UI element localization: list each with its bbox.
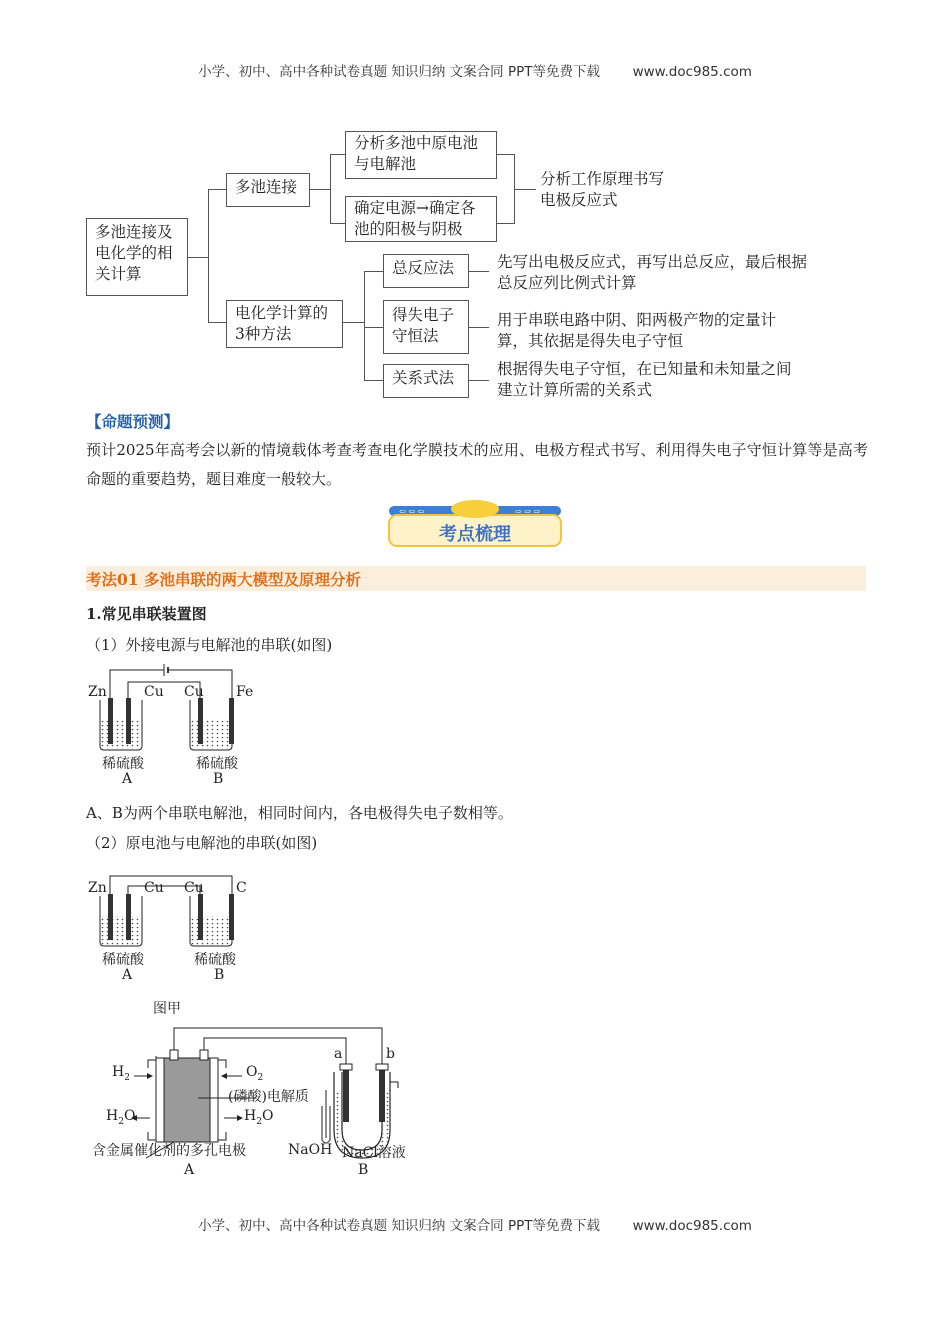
mindmap-node-identify-electrodes: 确定电源→确定各池的阳极与阴极 [345,196,497,242]
figure-fuelcell-utube [86,1020,416,1180]
header-site[interactable]: www.doc985.com [632,64,752,80]
fig3-name-b: B [358,1162,369,1178]
fig3-o2-label: $O_2$ [246,1064,264,1083]
figure-series-electrolysis [86,660,266,792]
page-header [0,60,950,80]
fig2-a-solution: 稀硫酸 [102,952,144,968]
fig1-b-name: B [213,771,224,787]
fig1-b-solution: 稀硫酸 [196,756,238,772]
mindmap-root: 多池连接及电化学的相关计算 [86,218,188,296]
footer-text: 小学、初中、高中各种试卷真题 知识归纳 文案合同 PPT等免费下载 [198,1218,600,1234]
mindmap-method-electron: 得失电子守恒法 [383,300,469,354]
mindmap-result: 分析工作原理书写电极反应式 [540,170,665,209]
fig1-a-left-label: Zn [88,684,107,700]
mindmap-desc-relation: 根据得失电子守恒，在已知量和未知量之间建立计算所需的关系式 [497,360,792,399]
fig2-a-name: A [122,967,133,983]
subsection-title: 1.常见串联装置图 [86,605,207,623]
mindmap-branch-multipool: 多池连接 [226,173,310,207]
fig3-electrode-b: b [386,1046,395,1062]
fig3-name-a: A [184,1162,195,1178]
fig3-h2-label: $H_2$ [112,1064,130,1083]
fig3-electrolyte-label: (磷酸)电解质 [228,1089,309,1105]
mindmap-desc-electron: 用于串联电路中阴、阳两极产物的定量计算，其依据是得失电子守恒 [497,311,777,350]
fig3-h2o-right-label: $H_2O$ [244,1108,274,1127]
svg-text:⇦ ⇦ ⇦: ⇦ ⇦ ⇦ [399,507,425,516]
fig1-a-name: A [122,771,133,787]
page-footer [0,1214,950,1234]
fig2-b-left-label: Cu [184,880,204,896]
mindmap-method-total: 总反应法 [383,254,469,288]
banner-title: 考点梳理 [439,524,511,545]
prediction-text: 预计2025年高考会以新的情境载体考查考查电化学膜技术的应用、电极方程式书写、利用得失电子守恒计算等是高考命题的重要趋势，题目难度一般较大。 [86,441,868,488]
fig2-b-name: B [214,967,225,983]
fig2-caption: 图甲 [153,1001,181,1017]
fig3-naoh-label: NaOH [288,1142,333,1158]
mindmap-node-analyze-pools: 分析多池中原电池与电解池 [345,131,497,179]
figure-galvanic-electrolytic [86,866,266,988]
mindmap-desc-total: 先写出电极反应式，再写出总反应，最后根据总反应列比例式计算 [497,253,808,292]
fig1-b-left-label: Cu [184,684,204,700]
footer-site[interactable]: www.doc985.com [632,1218,752,1234]
fig3-electrode-label: 含金属催化剂的多孔电极 [92,1143,246,1159]
mindmap-method-relation: 关系式法 [383,364,469,398]
fig2-a-left-label: Zn [88,880,107,896]
note1-text: A、B为两个串联电解池，相同时间内，各电极得失电子数相等。 [86,804,513,822]
header-text: 小学、初中、高中各种试卷真题 知识归纳 文案合同 PPT等免费下载 [198,64,600,80]
fig1-a-solution: 稀硫酸 [102,756,144,772]
section-banner [387,499,563,549]
item1-text: （1）外接电源与电解池的串联(如图) [86,636,333,654]
item2-text: （2）原电池与电解池的串联(如图) [86,834,318,852]
fig3-h2o-left-label: $H_2O$ [106,1108,136,1127]
fig2-b-right-label: C [236,880,247,896]
fig2-a-right-label: Cu [144,880,164,896]
fig3-electrode-a: a [334,1046,343,1062]
svg-text:⇨ ⇨ ⇨: ⇨ ⇨ ⇨ [515,507,541,516]
fig3-nacl-label: NaCl溶液 [342,1145,406,1161]
fig2-b-solution: 稀硫酸 [194,952,236,968]
mindmap-branch-calc: 电化学计算的3种方法 [226,300,343,348]
prediction-label: 【命题预测】 [86,412,180,431]
section-title: 考法01 多池串联的两大模型及原理分析 [86,570,361,589]
fig1-a-right-label: Cu [144,684,164,700]
fig1-b-right-label: Fe [236,684,254,700]
